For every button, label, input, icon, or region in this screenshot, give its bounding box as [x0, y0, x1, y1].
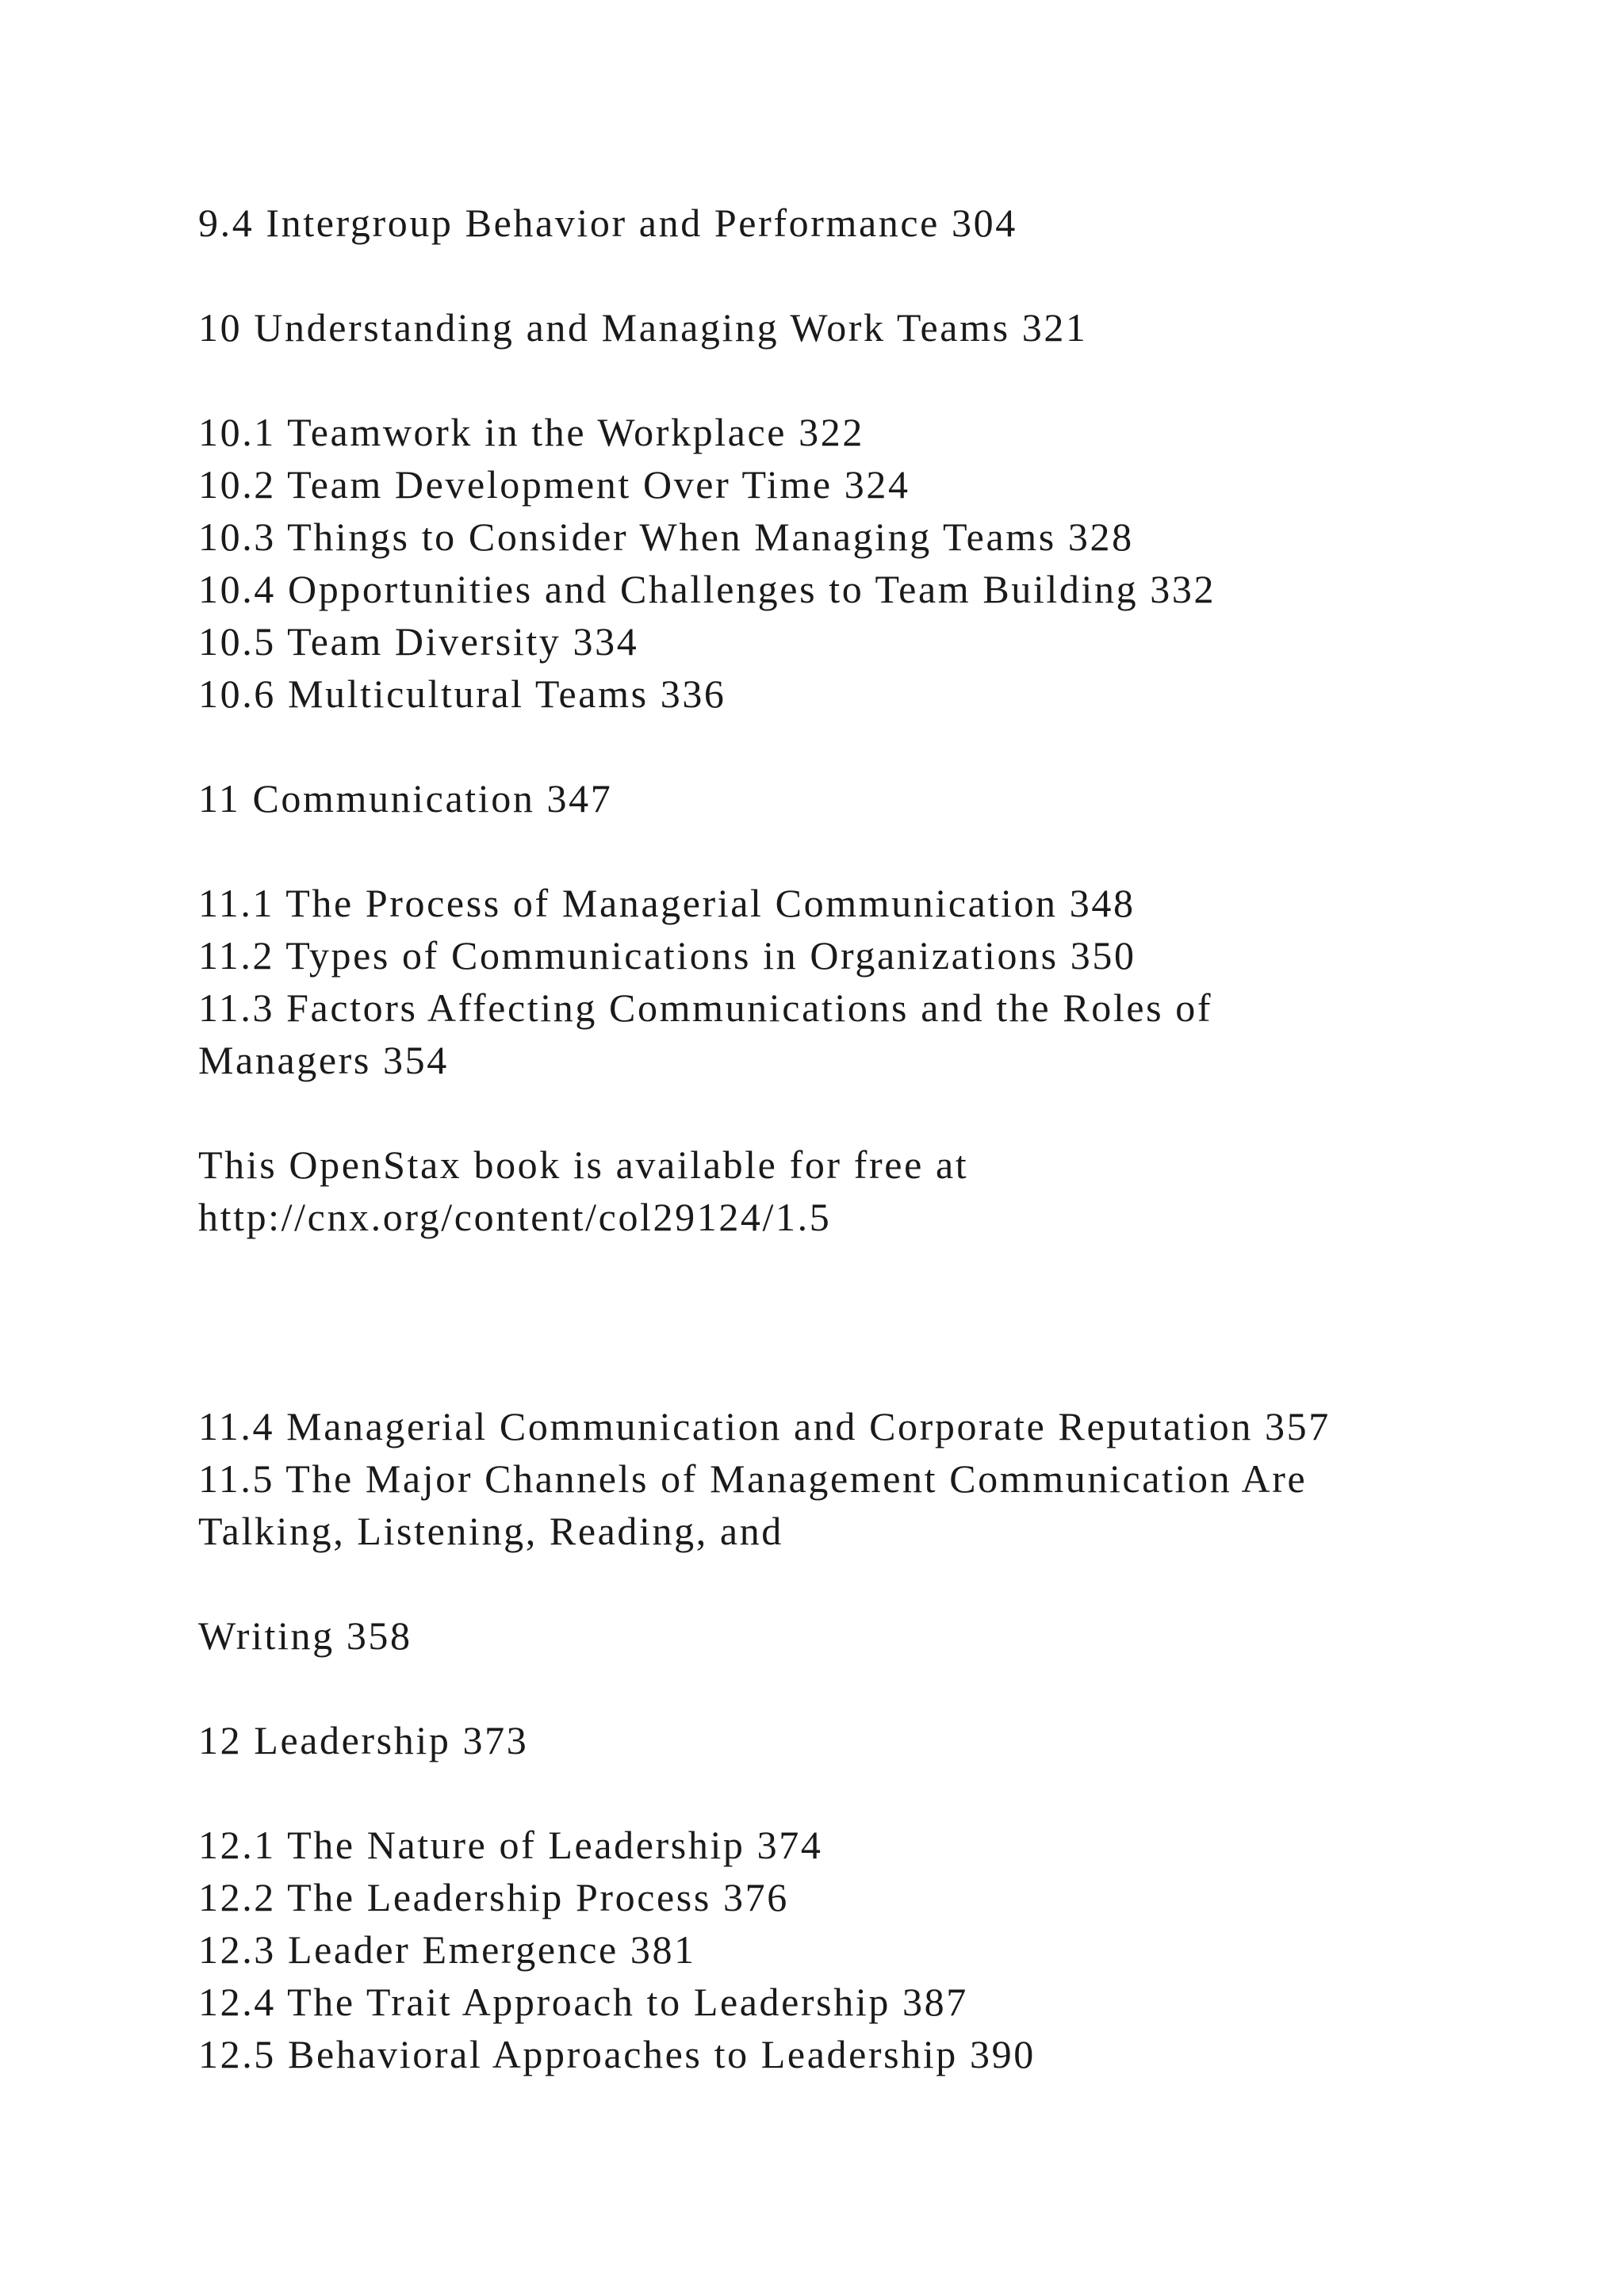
toc-entry-12-4: 12.4 The Trait Approach to Leadership 387 [198, 1980, 968, 2024]
toc-entry-11-1: 11.1 The Process of Managerial Communication 348 [198, 881, 1136, 925]
toc-entry-11-5-end: Writing 358 [198, 1613, 412, 1658]
toc-entry-10-2: 10.2 Team Development Over Time 324 [198, 462, 910, 507]
toc-entry-11-4: 11.4 Managerial Communication and Corporate Reputation 357 [198, 1404, 1331, 1448]
toc-entry-10-6: 10.6 Multicultural Teams 336 [198, 672, 726, 716]
toc-entry-10-1: 10.1 Teamwork in the Workplace 322 [198, 410, 864, 454]
toc-entry-11-3: 11.3 Factors Affecting Communications and the Roles of [198, 985, 1213, 1030]
openstax-notice: This OpenStax book is available for free at [198, 1142, 969, 1187]
toc-chapter-12: 12 Leadership 373 [198, 1718, 529, 1762]
toc-entry-12-1: 12.1 The Nature of Leadership 374 [198, 1823, 823, 1867]
toc-entry-11-5-continued: Talking, Listening, Reading, and [198, 1509, 783, 1553]
toc-entry-10-3: 10.3 Things to Consider When Managing Teams 328 [198, 515, 1134, 559]
toc-entry-10-5: 10.5 Team Diversity 334 [198, 619, 639, 664]
toc-chapter-10: 10 Understanding and Managing Work Teams 321 [198, 305, 1088, 350]
toc-entry-12-5: 12.5 Behavioral Approaches to Leadership 390 [198, 2032, 1036, 2076]
toc-entry-12-2: 12.2 The Leadership Process 376 [198, 1875, 789, 1919]
toc-entry-9-4: 9.4 Intergroup Behavior and Performance 304 [198, 201, 1017, 245]
toc-entry-12-3: 12.3 Leader Emergence 381 [198, 1927, 696, 1972]
toc-entry-11-5: 11.5 The Major Channels of Management Communication Are [198, 1456, 1308, 1501]
toc-entry-11-2: 11.2 Types of Communications in Organizations 350 [198, 933, 1136, 978]
openstax-url: http://cnx.org/content/col29124/1.5 [198, 1195, 832, 1239]
toc-entry-11-3-continued: Managers 354 [198, 1038, 449, 1082]
toc-chapter-11: 11 Communication 347 [198, 776, 613, 821]
toc-entry-10-4: 10.4 Opportunities and Challenges to Team Building 332 [198, 567, 1216, 611]
